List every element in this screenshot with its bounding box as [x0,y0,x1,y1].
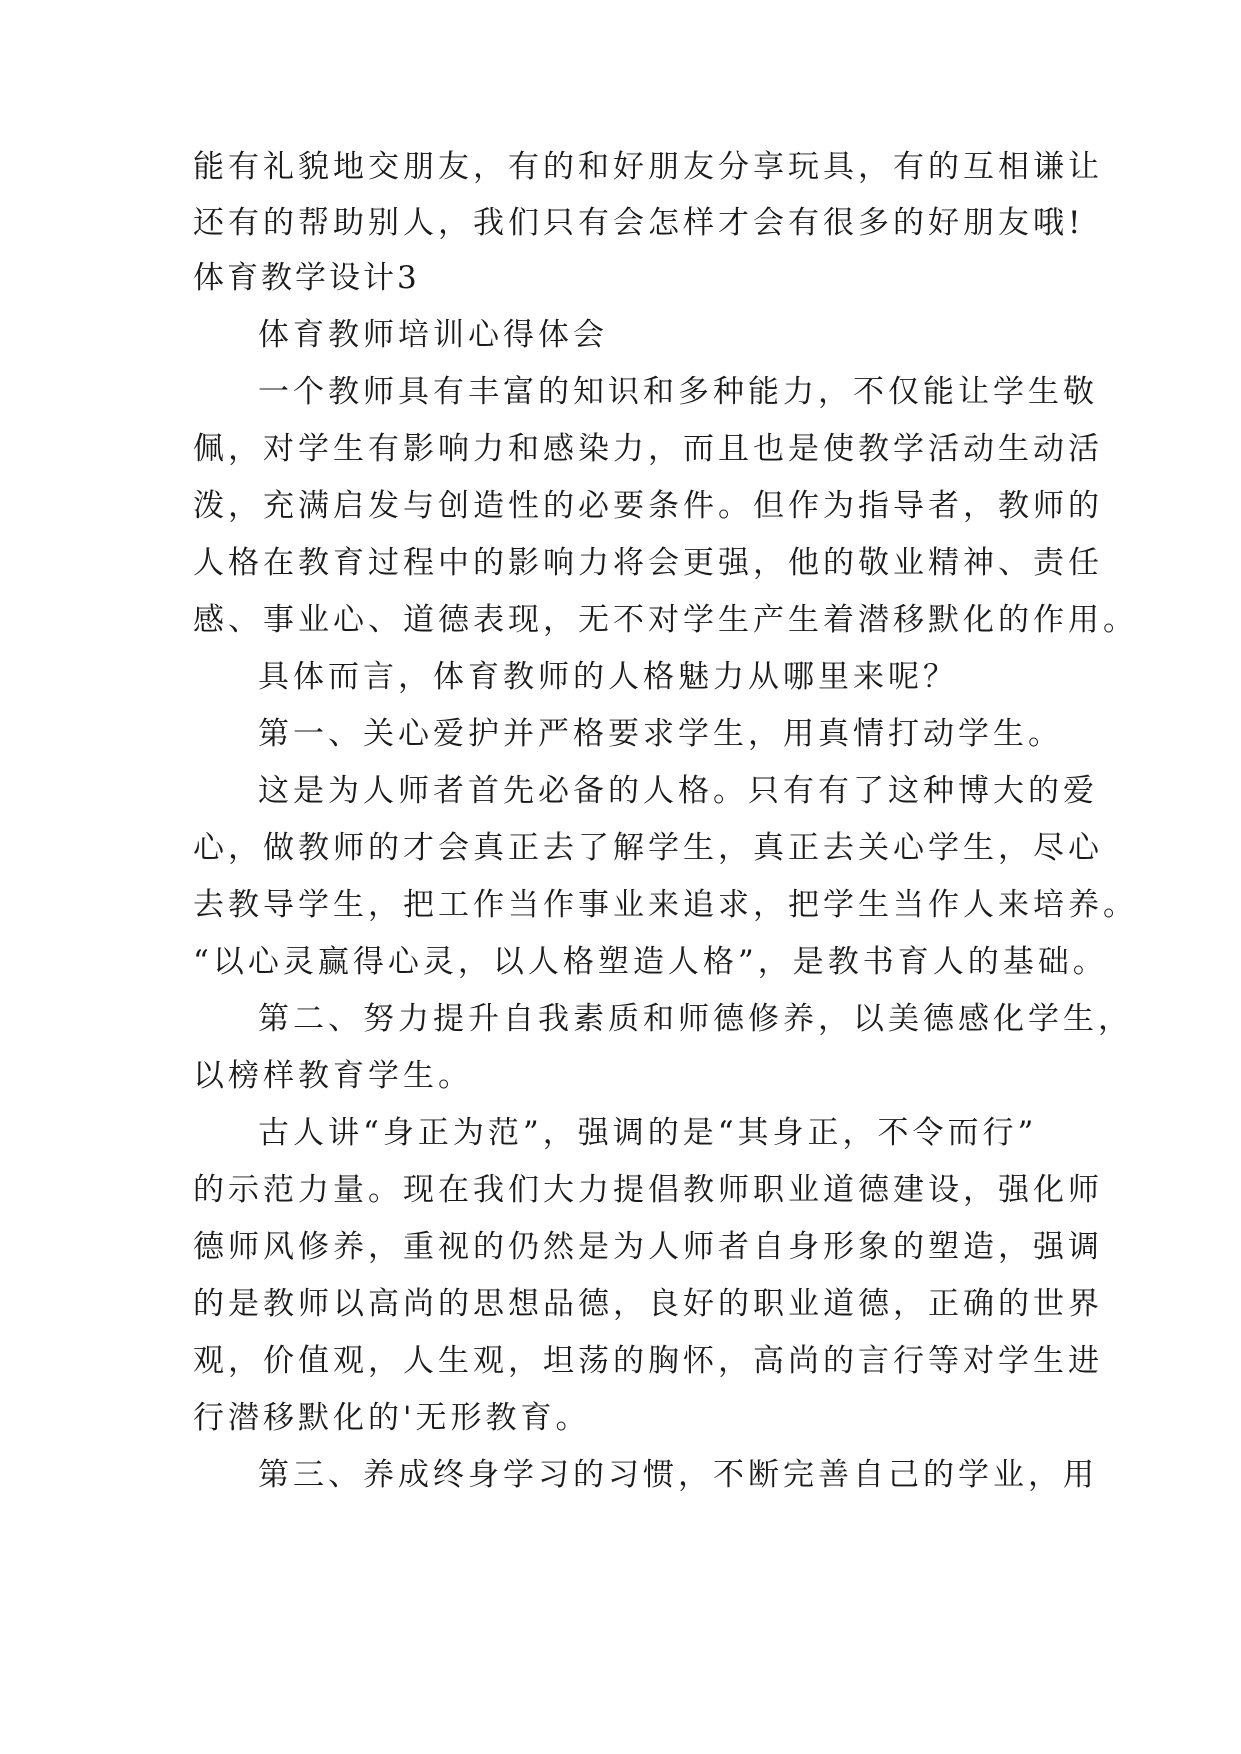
paragraph-line: 行潜移默化的'无形教育。 [193,1400,591,1436]
paragraph-line: 古人讲“身正为范”，强调的是“其身正，不令而行” [258,1115,1038,1151]
paragraph-line: 能有礼貌地交朋友，有的和好朋友分享玩具，有的互相谦让 [193,149,1103,185]
paragraph-line: 的是教师以高尚的思想品德，良好的职业道德，正确的世界 [193,1286,1103,1322]
paragraph-line: 心，做教师的才会真正去了解学生，真正去关心学生，尽心 [193,830,1103,866]
section-heading: 体育教学设计3 [193,260,420,296]
paragraph-line: 观，价值观，人生观，坦荡的胸怀，高尚的言行等对学生进 [193,1343,1103,1379]
paragraph-line: 一个教师具有丰富的知识和多种能力，不仅能让学生敬 [258,374,1098,410]
paragraph-line: 这是为人师者首先必备的人格。只有有了这种博大的爱 [258,773,1098,809]
paragraph-line: 佩，对学生有影响力和感染力，而且也是使教学活动生动活 [193,431,1103,467]
paragraph-line: 第一、关心爱护并严格要求学生，用真情打动学生。 [258,716,1063,752]
paragraph-line: 感、事业心、道德表现，无不对学生产生着潜移默化的作用。 [193,602,1138,638]
paragraph-line: 德师风修养，重视的仍然是为人师者自身形象的塑造，强调 [193,1229,1103,1265]
paragraph-line: 人格在教育过程中的影响力将会更强，他的敬业精神、责任 [193,545,1103,581]
paragraph-line: 还有的帮助别人，我们只有会怎样才会有很多的好朋友哦! [193,205,1085,241]
paragraph-line: 第三、养成终身学习的习惯，不断完善自己的学业，用 [258,1457,1098,1493]
paragraph-line: 具体而言，体育教师的人格魅力从哪里来呢？ [258,659,958,695]
paragraph-line: “以心灵赢得心灵，以人格塑造人格”，是教书育人的基础。 [193,944,1108,980]
paragraph-line: 泼，充满启发与创造性的必要条件。但作为指导者，教师的 [193,488,1103,524]
paragraph-line: 去教导学生，把工作当作事业来追求，把学生当作人来培养。 [193,887,1138,923]
paragraph-line: 以榜样教育学生。 [193,1058,473,1094]
paragraph-line: 第二、努力提升自我素质和师德修养，以美德感化学生， [258,1001,1133,1037]
paragraph-line: 的示范力量。现在我们大力提倡教师职业道德建设，强化师 [193,1172,1103,1208]
article-title: 体育教师培训心得体会 [258,317,608,353]
